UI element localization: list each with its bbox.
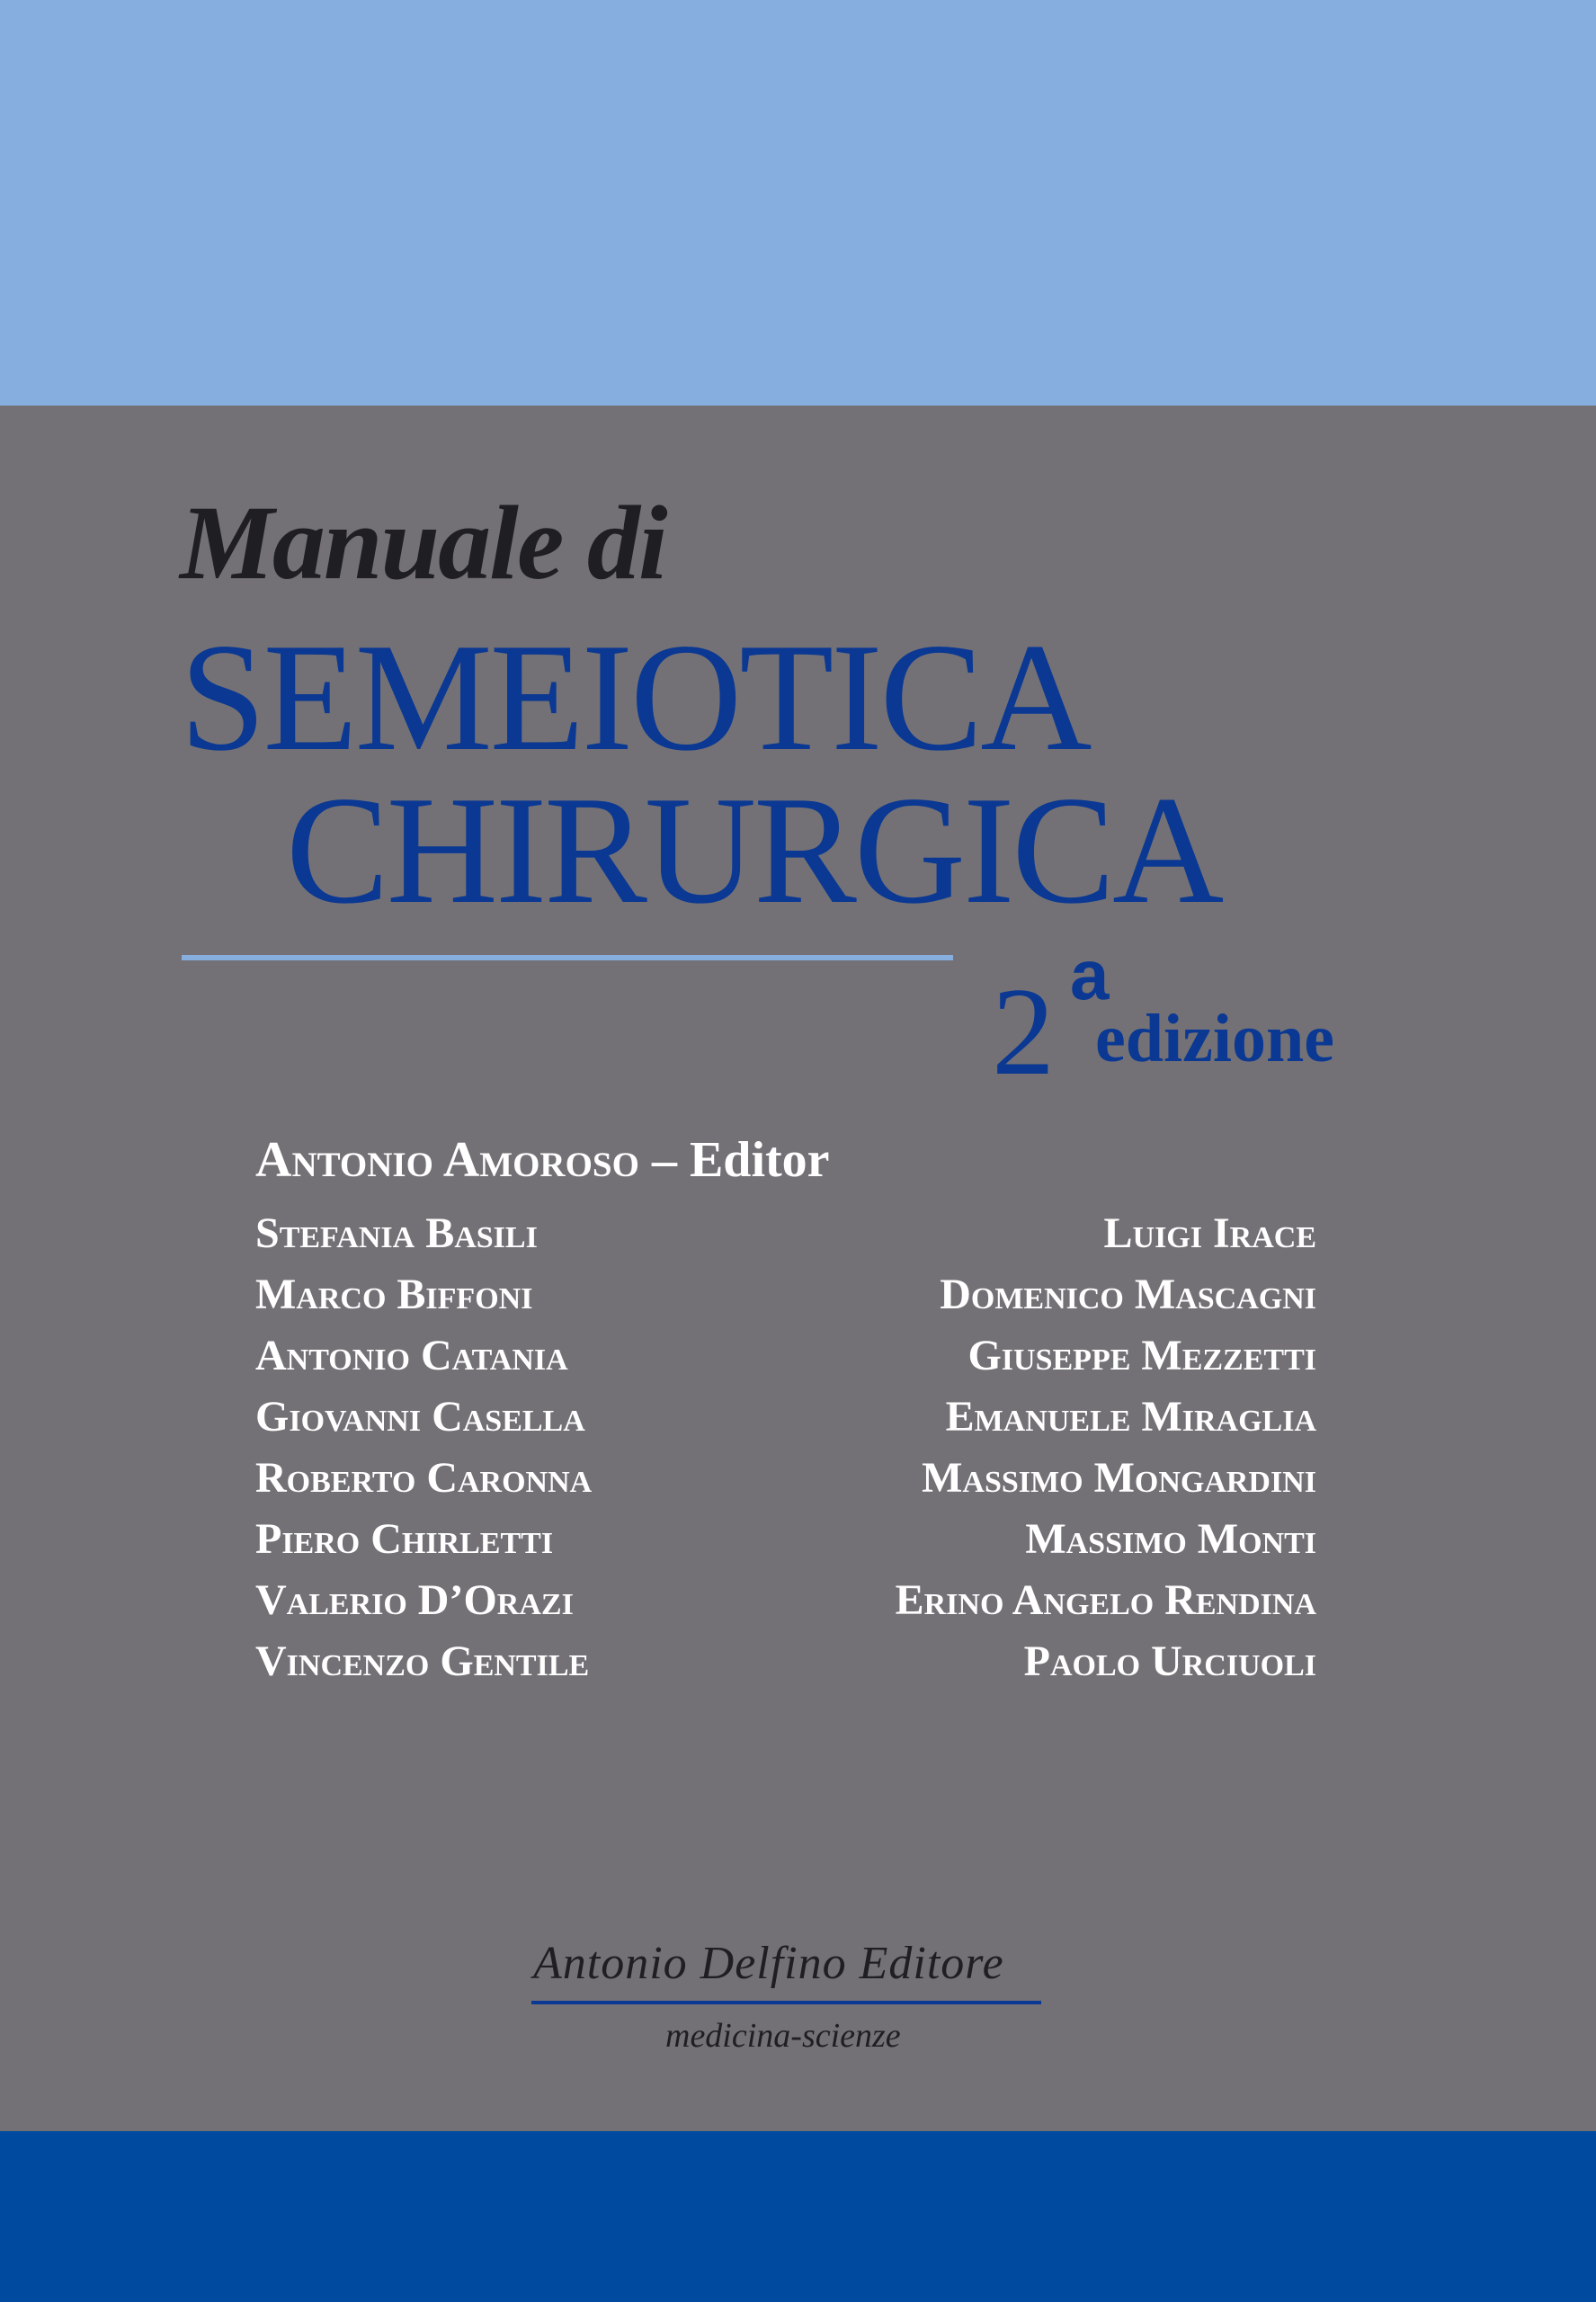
edition-number: 2 xyxy=(992,962,1055,1102)
author-name: Giovanni Casella xyxy=(255,1393,585,1441)
author-name: Antonio Catania xyxy=(255,1332,568,1379)
publisher-name: Antonio Delfino Editore xyxy=(533,1938,1004,1989)
publisher-subtitle: medicina-scienze xyxy=(665,2017,901,2055)
bottom-color-band xyxy=(0,2131,1596,2302)
author-name: Valerio D’Orazi xyxy=(255,1576,574,1624)
author-name: Giuseppe Mezzetti xyxy=(967,1332,1316,1379)
editor-role: Editor xyxy=(689,1132,830,1188)
author-name: Erino Angelo Rendina xyxy=(895,1576,1316,1624)
title-line-1: SEMEIOTICA xyxy=(180,612,1090,783)
title-divider xyxy=(182,955,953,960)
author-name: Massimo Mongardini xyxy=(922,1454,1316,1502)
edition-word: edizione xyxy=(1095,1001,1334,1076)
author-name: Paolo Urciuoli xyxy=(1023,1637,1316,1685)
top-color-band xyxy=(0,0,1596,406)
editor-separator: – xyxy=(651,1132,677,1188)
editor-name: Antonio Amoroso xyxy=(255,1132,639,1188)
author-name: Massimo Monti xyxy=(1025,1515,1316,1563)
author-name: Stefania Basili xyxy=(255,1209,538,1257)
author-name: Piero Chirletti xyxy=(255,1515,554,1563)
publisher-underline xyxy=(531,2001,1041,2004)
author-name: Vincenzo Gentile xyxy=(255,1637,590,1685)
title-line-2: CHIRURGICA xyxy=(286,765,1222,936)
author-name: Luigi Irace xyxy=(1103,1209,1316,1257)
editor-credit xyxy=(255,1132,830,1188)
authors-right-column xyxy=(896,1209,1316,1698)
authors-left-column xyxy=(255,1209,592,1698)
author-name: Emanuele Miraglia xyxy=(945,1393,1316,1441)
title-prefix: Manuale di xyxy=(180,484,666,602)
author-name: Marco Biffoni xyxy=(255,1271,533,1318)
edition-superscript: a xyxy=(1070,935,1110,1014)
author-name: Domenico Mascagni xyxy=(940,1271,1316,1318)
author-name: Roberto Caronna xyxy=(255,1454,593,1502)
